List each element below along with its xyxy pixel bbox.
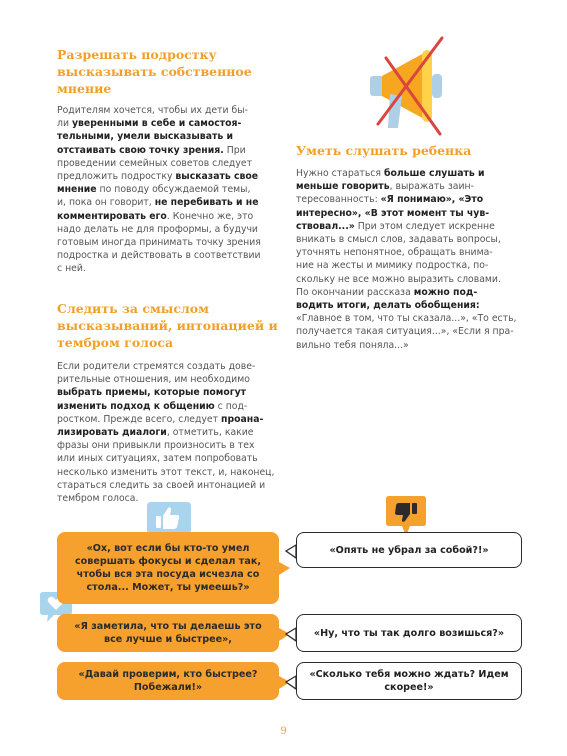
heading-watch-meaning: Следить за смыслом высказываний, интонацией и тембром голоса: [57, 301, 278, 350]
text-segment: больше слушать и: [383, 168, 485, 179]
text-segment: стараться следить за своей интонацией и: [57, 479, 266, 491]
text-segment: предложить подростку: [57, 171, 176, 183]
text-segment: При этом следует искренне: [354, 220, 495, 232]
text-segment: подростка и действовать в соответствии: [57, 250, 261, 262]
text-segment: . Конечно же, это: [166, 210, 254, 222]
bad-phrase-bubble-2: «Ну, что ты так долго возишься?»: [296, 614, 522, 652]
text-segment: проана-: [221, 413, 264, 425]
text-segment: ли: [57, 118, 72, 130]
text-segment: вникать в смысл слов, задавать вопросы,: [296, 234, 501, 246]
text-segment: мнение: [57, 184, 97, 196]
text-segment: По окончании рассказа: [296, 286, 414, 298]
text-segment: отстаивать свою точку зрения.: [57, 144, 224, 156]
good-phrase-bubble-2: «Я заметила, что ты делаешь это все лучше и быстрее»,: [57, 614, 279, 652]
bad-phrase-bubble-1: «Опять не убрал за собой?!»: [296, 532, 522, 568]
text-segment: получается такая ситуация...», «Если я пра-: [296, 326, 514, 338]
text-segment: водить итоги, делать обобщения:: [296, 300, 480, 312]
text-segment: уточнять непонятное, обращать внима-: [296, 247, 493, 259]
bad-bubble-tail-1: [286, 545, 296, 558]
text-segment: выбрать приемы, которые помогут: [57, 387, 247, 399]
text-segment: Если родители стремятся создать дове-: [57, 361, 256, 372]
text-segment: и, пока он говорит,: [57, 197, 155, 209]
text-segment: с под-: [214, 400, 248, 412]
text-segment: высказать свое: [175, 171, 259, 183]
text-segment: «Я понимаю», «Это: [380, 194, 484, 206]
page-number: 9: [280, 726, 287, 737]
text-segment: тересованность:: [296, 194, 381, 206]
good-phrase-bubble-3: «Давай проверим, кто быстрее? Побежали!»: [57, 662, 279, 700]
text-segment: Родителям хочется, чтобы их дети бы-: [57, 105, 248, 116]
text-segment: интересно», «В этот момент ты чув-: [296, 207, 490, 219]
text-segment: При: [223, 144, 246, 156]
text-segment: рительные отношения, им необходимо: [57, 374, 250, 386]
bad-phrase-bubble-3: «Сколько тебя можно ждать? Идем скорее!»: [296, 662, 522, 700]
text-segment: по поводу обсуждаемой темы,: [96, 184, 251, 196]
text-segment: ростком. Прежде всего, следует: [57, 413, 222, 425]
text-segment: с ней.: [57, 263, 86, 275]
text-segment: можно под-: [413, 286, 478, 298]
text-segment: фразы они привыкли произносить в тех: [57, 440, 255, 452]
text-segment: , выражать заин-: [389, 181, 474, 193]
text-segment: скольку не все можно выразить словами.: [296, 273, 501, 285]
text-segment: вильно тебя поняла...»: [296, 339, 409, 351]
bad-bubble-tail-3: [286, 676, 296, 689]
bad-bubble-tail-2: [286, 628, 296, 641]
text-segment: тембром голоса.: [57, 493, 139, 505]
text-segment: несколько изменить этот текст, и, наконец,: [57, 466, 275, 478]
text-segment: , отметить, какие: [166, 427, 254, 439]
text-segment: «Главное в том, что ты сказала...», «То есть,: [296, 313, 517, 325]
text-segment: тельными, умели высказывать и: [57, 131, 233, 143]
text-segment: надо делать не для проформы, а будучи: [57, 223, 258, 235]
text-segment: ние на жесты и мимику подростка, по-: [296, 260, 489, 272]
text-segment: комментировать его: [57, 210, 167, 222]
text-segment: уверенными в себе и самостоя-: [71, 118, 242, 130]
heading-listen-child: Уметь слушать ребенка: [296, 143, 472, 158]
text-segment: меньше говорить: [296, 181, 390, 193]
text-segment: лизировать диалоги: [57, 427, 167, 439]
heading-express-opinion: Разрешать подростку высказывать собственное мнение: [57, 47, 252, 96]
text-segment: или иных ситуациях, затем попробовать: [57, 453, 258, 465]
text-segment: не перебивать и не: [154, 197, 259, 209]
good-bubble-tail-1: [279, 562, 290, 575]
text-segment: готовым иногда принимать точку зрения: [57, 237, 261, 249]
good-phrase-bubble-1: «Ох, вот если бы кто-то умел совершать фокусы и сделал так, чтобы вся эта посуда исчезла со стола... Может, ты умеешь?»: [57, 532, 279, 604]
text-segment: Нужно стараться: [296, 168, 384, 179]
text-segment: изменить подход к общению: [57, 400, 215, 412]
text-segment: проведении семейных советов следует: [57, 157, 252, 169]
text-segment: ствовал...»: [296, 220, 355, 232]
